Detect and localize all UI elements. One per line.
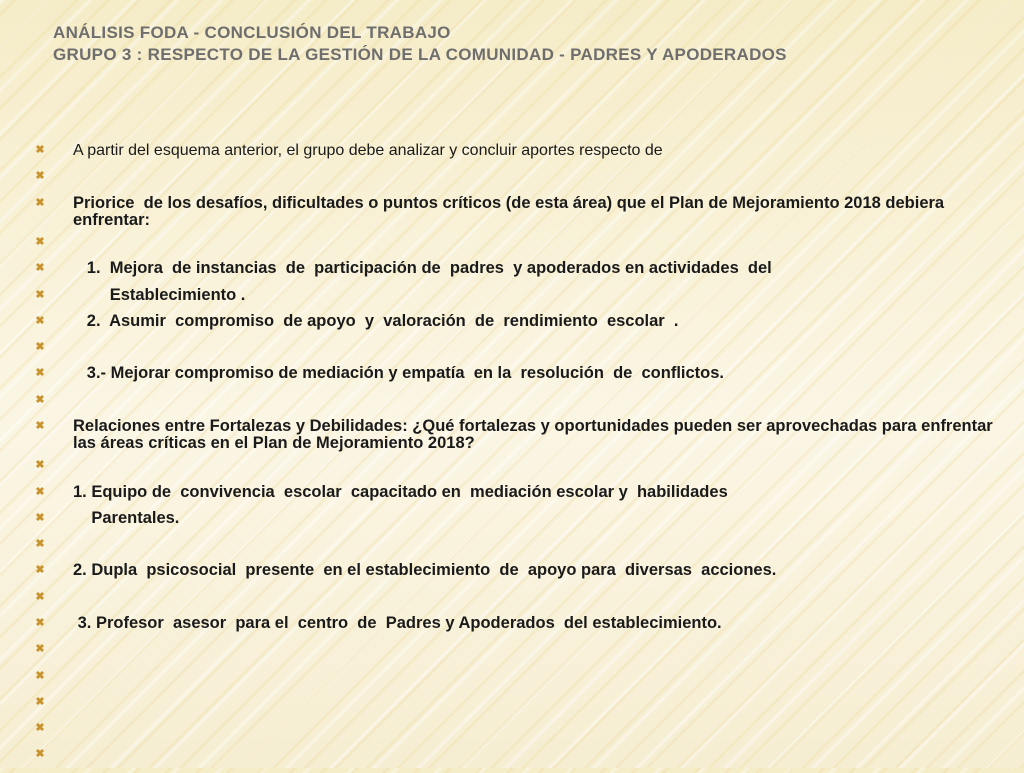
list-item-text: Parentales.	[73, 508, 180, 527]
x-bullet-icon: ✖	[35, 196, 45, 209]
x-bullet-icon: ✖	[35, 144, 45, 156]
x-bullet-icon: ✖	[35, 170, 45, 183]
list-item-text: 3.- Mejorar compromiso de mediación y empatía en la resolución de conflictos.	[73, 364, 725, 383]
x-bullet-icon: ✖	[35, 367, 45, 380]
slide-title	[53, 22, 993, 66]
list-item-text: 2. Dupla psicosocial presente en el establecimiento de apoyo para diversas acciones.	[73, 561, 777, 580]
list-item	[34, 668, 994, 690]
x-bullet-icon: ✖	[35, 590, 45, 603]
list-item	[34, 641, 994, 663]
list-item-text: Establecimiento .	[73, 285, 246, 304]
x-bullet-icon: ✖	[35, 538, 45, 551]
x-bullet-icon: ✖	[35, 393, 45, 406]
list-item	[34, 746, 994, 768]
list-item	[34, 313, 994, 335]
list-item	[34, 365, 994, 387]
list-item	[34, 457, 994, 479]
list-item	[34, 260, 994, 282]
x-bullet-icon: ✖	[35, 643, 45, 656]
x-bullet-icon: ✖	[35, 722, 45, 735]
x-bullet-icon: ✖	[35, 341, 45, 354]
list-item	[34, 234, 994, 256]
list-item-text: 3. Profesor asesor para el centro de Padres y Apoderados del establecimiento.	[73, 614, 722, 632]
x-bullet-icon: ✖	[35, 314, 45, 327]
list-item	[34, 720, 994, 742]
list-item	[34, 484, 994, 506]
list-item	[34, 195, 994, 230]
list-item-text: A partir del esquema anterior, el grupo debe analizar y concluir aportes respecto de	[73, 142, 663, 159]
x-bullet-icon: ✖	[35, 695, 45, 708]
x-bullet-icon: ✖	[35, 459, 45, 472]
list-item	[34, 562, 994, 584]
x-bullet-icon: ✖	[35, 511, 45, 524]
list-item-text: 2. Asumir compromiso de apoyo y valoración de rendimiento escolar .	[73, 311, 679, 330]
list-item	[34, 416, 998, 453]
x-bullet-icon: ✖	[35, 564, 45, 577]
x-bullet-icon: ✖	[35, 235, 45, 248]
list-item-text: Relaciones entre Fortalezas y Debilidades: ¿Qué fortalezas y oportunidades pueden ser aprovechadas para enfrentar las áreas críticas en el Plan de Mejoramiento 2018?	[73, 416, 998, 453]
x-bullet-icon: ✖	[35, 262, 45, 275]
title-line-1: ANÁLISIS FODA - CONCLUSIÓN DEL TRABAJO	[53, 23, 451, 42]
bullet-list	[34, 142, 998, 773]
list-item	[34, 615, 994, 637]
list-item	[34, 392, 994, 414]
list-item	[34, 287, 994, 309]
x-bullet-icon: ✖	[35, 669, 45, 682]
list-item	[34, 168, 994, 190]
list-item-text: 1. Equipo de convivencia escolar capacitado en mediación escolar y habilidades	[73, 482, 728, 501]
list-item	[34, 694, 994, 716]
list-item	[34, 510, 994, 532]
list-item	[34, 589, 994, 611]
title-line-2: GRUPO 3 : RESPECTO DE LA GESTIÓN DE LA COMUNIDAD - PADRES Y APODERADOS	[53, 45, 787, 64]
x-bullet-icon: ✖	[35, 288, 45, 301]
x-bullet-icon: ✖	[35, 419, 45, 432]
list-item-text: Priorice de los desafíos, dificultades o puntos críticos (de esta área) que el Plan de Mejoramiento 2018 debiera enfrentar:	[73, 193, 949, 230]
x-bullet-icon: ✖	[35, 617, 45, 629]
x-bullet-icon: ✖	[35, 748, 45, 761]
list-item	[34, 142, 994, 164]
x-bullet-icon: ✖	[35, 485, 45, 498]
list-item	[34, 339, 994, 361]
list-item	[34, 536, 994, 558]
list-item-text: 1. Mejora de instancias de participación de padres y apoderados en actividades del	[73, 259, 772, 278]
